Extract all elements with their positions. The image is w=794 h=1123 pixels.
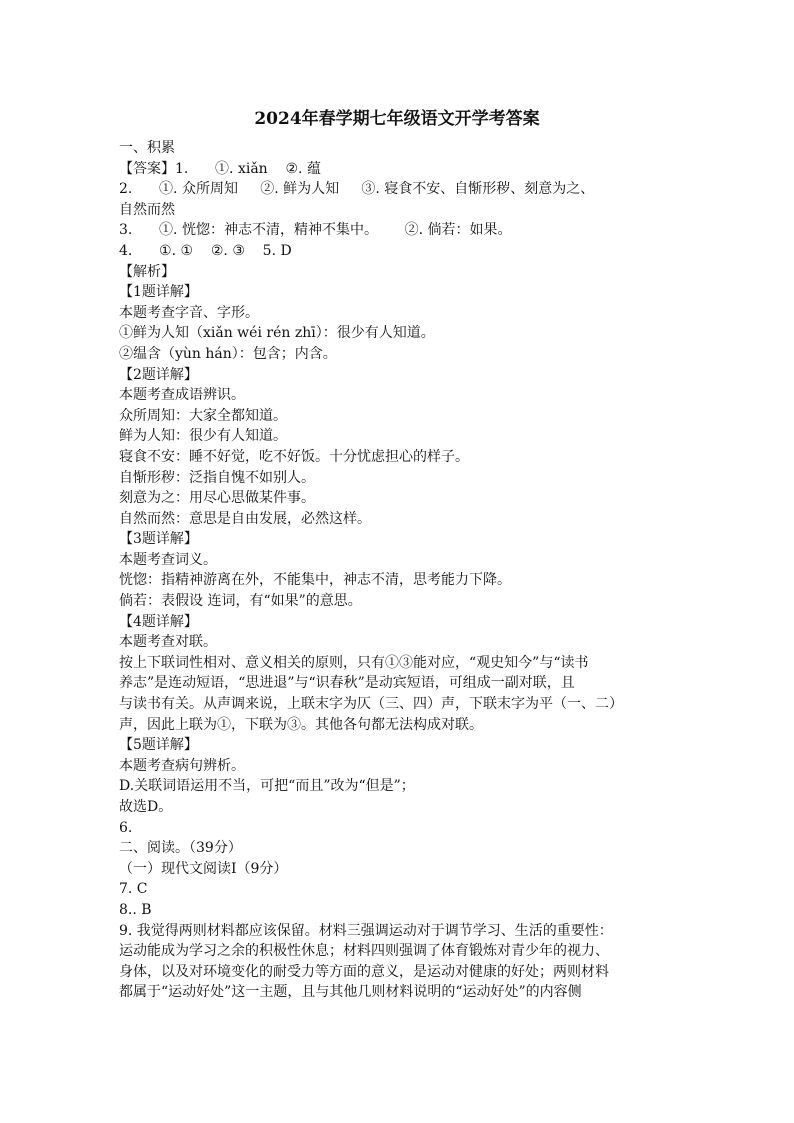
text-line: ②缊含（yùn hán）：包含；内含。	[119, 345, 337, 362]
document-title: 2024年春学期七年级语文开学考答案	[254, 109, 540, 129]
text-line: 都属于“运动好处”这一主题，且与其他几则材料说明的“运动好处”的内容侧	[119, 984, 582, 1001]
text-line: 【5题详解】	[119, 737, 198, 754]
text-line: 鲜为人知：很少有人知道。	[119, 428, 287, 445]
text-line: 身体，以及对环境变化的耐受力等方面的意义，是运动对健康的好处；两则材料	[119, 963, 609, 980]
text-line: 二、阅读。（39分）	[119, 840, 242, 857]
text-line: 【答案】1. ①. xiǎn ②. 蕴	[119, 160, 321, 177]
text-line: 自然而然	[119, 201, 175, 218]
text-line: 本题考查对联。	[119, 634, 217, 651]
text-line: 刻意为之：用尽心思做某件事。	[119, 490, 315, 507]
text-line: 自惭形秽：泛指自愧不如别人。	[119, 469, 315, 486]
text-line: 倘若：表假设 连词，有“如果”的意思。	[119, 593, 362, 610]
text-line: 自然而然：意思是自由发展，必然这样。	[119, 510, 371, 527]
text-line: 与读书有关。从声调来说，上联末字为仄（三、四）声，下联末字为平（一、二）	[119, 696, 623, 713]
text-line: 8.. B	[119, 901, 152, 918]
text-line: 9. 我觉得两则材料都应该保留。材料三强调运动对于调节学习、生活的重要性：	[119, 922, 613, 939]
text-line: 7. C	[119, 881, 148, 898]
text-line: 【解析】	[119, 263, 175, 280]
text-line: 本题考查词义。	[119, 551, 217, 568]
text-line: 【4题详解】	[119, 613, 198, 630]
text-line: 声，因此上联为①，下联为③。其他各句都无法构成对联。	[119, 716, 483, 733]
text-line: 故选D。	[119, 799, 173, 815]
text-line: 【3题详解】	[119, 531, 198, 548]
text-line: 一、积累	[119, 140, 175, 156]
text-line: 众所周知：大家全都知道。	[119, 407, 287, 424]
text-line: 运动能成为学习之余的积极性休息；材料四则强调了体育锻炼对青少年的视力、	[119, 943, 609, 960]
text-line: 按上下联词性相对、意义相关的原则，只有①③能对应，“观史知今”与“读书	[119, 654, 589, 671]
text-line: D.关联词语运用不当，可把“而且”改为“但是”；	[119, 778, 415, 795]
text-line: 6.	[119, 819, 133, 836]
text-line: 【1题详解】	[119, 284, 198, 301]
document-body	[119, 138, 679, 1003]
text-line: ①鲜为人知（xiǎn wéi rén zhī）：很少有人知道。	[119, 325, 435, 342]
text-line: 【2题详解】	[119, 366, 198, 383]
text-line: 寝食不安：睡不好觉，吃不好饭。十分忧虑担心的样子。	[119, 448, 469, 465]
text-line: 养志”是连动短语，“思进退”与“识春秋”是动宾短语，可组成一副对联，且	[119, 675, 575, 692]
text-line: 3. ①. 恍惚：神志不清，精神不集中。 ②. 倘若：如果。	[119, 222, 512, 239]
text-line: 本题考查病句辨析。	[119, 757, 245, 774]
text-line: 2. ①. 众所周知 ②. 鲜为人知 ③. 寝食不安、自惭形秽、刻意为之、	[119, 181, 595, 198]
text-line: （一）现代文阅读Ⅰ（9分）	[119, 860, 288, 877]
text-line: 本题考查成语辨识。	[119, 387, 245, 404]
text-line: 本题考查字音、字形。	[119, 304, 259, 321]
text-line: 4. ①. ① ②. ③ 5. D	[119, 242, 292, 259]
text-line: 恍惚：指精神游离在外，不能集中，神志不清，思考能力下降。	[119, 572, 511, 589]
